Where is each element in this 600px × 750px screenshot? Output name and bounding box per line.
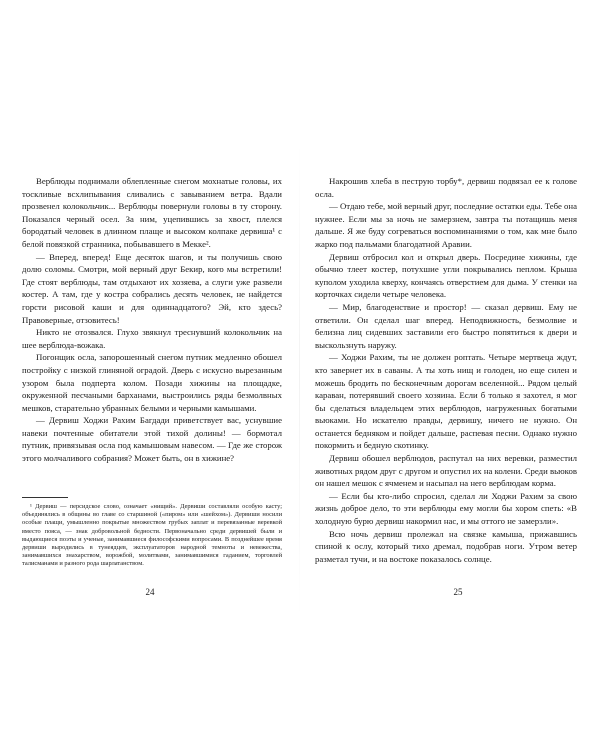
left-page-body xyxy=(22,175,282,465)
paragraph: — Дервиш Ходжи Рахим Багдади приветствует вас, уснувшие навеки почтенные обитатели этой тихой долины! — бормотал путник, привязывая осла под камышовым навесом. — Где же сторож этого молчаливого собрания? Может быть, он в хижине? xyxy=(22,415,282,464)
paragraph: — Мир, благоденствие и простор! — сказал дервиш. Ему не ответили. Он сделал шаг вперед. Неподвижность, безмолвие и белизна лиц сидевших заставили его быстро попятиться к двери и выскользнуть наружу. xyxy=(315,301,577,350)
page-number: 25 xyxy=(453,587,463,597)
paragraph: Всю ночь дервиш пролежал на связке камыша, прижавшись спиной к ослу, который тихо дремал, подобрав ноги. Утром ветер разметал тучи, и на востоке показалось солнце. xyxy=(315,528,577,564)
footnote: ¹ Дервиш — персидское слово, означает «нищий». Дервиши составляли особую касту; объединялись в общины во главе со старшиной («пиром» или «шейхом»). Дервиши носили особые плащи, умышленно покрытые множеством грубых заплат и перевязанные веревкой вместо пояса, — знак добровольной бедности. Первоначально среди дервишей были и выдающиеся поэты и ученые, занимавшиеся философскими вопросами. В позднейшее время дервиши выродились в тунеядцев, эксплуататоров народной темноты и невежества, занимавшихся знахарством, ворожбой, молитвами, занимавшимися гаданием, торговлей талисманами и разного рода шарлатанством. xyxy=(22,503,282,568)
right-page xyxy=(300,0,600,750)
page-number: 24 xyxy=(145,587,155,597)
paragraph: — Если бы кто-либо спросил, сделал ли Ходжи Рахим за свою жизнь доброе дело, то эти верблюды ему могли бы хором спеть: «В холодную бурю дервиш накормил нас, и мы оттого не замерзли». xyxy=(315,490,577,527)
paragraph: — Вперед, вперед! Еще десяток шагов, и ты получишь свою долю соломы. Смотри, мой верный друг Бекир, кого мы встретили! Где стоят верблюды, там отдыхают их хозяева, а слуги уже развели костер. А там, где у костра собрались десять человек, не найдется горсти рисовой каши и для одиннадцатого? Эй, кто здесь? Правоверные, отзовитесь! xyxy=(22,251,282,325)
paragraph: Дервиш отбросил кол и открыл дверь. Посредине хижины, где обычно тлеет костер, потухшие угли покрывались пеплом. Крыша куполом уходила кверху, кончаясь отверстием для дыма. У стенки на корточках сидели четыре человека. xyxy=(315,251,577,300)
paragraph: Накрошив хлеба в пеструю торбу*, дервиш подвязал ее к голове осла. xyxy=(315,176,577,199)
right-page-body xyxy=(315,175,577,565)
paragraph: Никто не отозвался. Глухо звякнул треснувший колокольчик на шее верблюда-вожака. xyxy=(22,327,282,350)
footnote-divider xyxy=(22,497,68,498)
paragraph: — Ходжи Рахим, ты не должен роптать. Четыре мертвеца ждут, кто завернет их в саваны. А ты хоть нищ и голоден, но еще силен и можешь бродить по бесконечным дорогам вселенной... Рядом целый караван, потерявший своего хозяина. Если б только я захотел, я мог бы сделаться владельцем этих верблюдов, нагруженных богатыми вьюками. Но искателю правды, дервишу, ничего не нужно. Он останется бедняком и пойдет дальше, распевая песни. Однако нужно покормить и бедную скотинку. xyxy=(315,352,577,451)
paragraph: Погонщик осла, запорошенный снегом путник медленно обошел постройку с низкой глиняной оградой. Дверь с искусно вырезанным узором была подперта колом. Позади хижины на площадке, окруженной песчаными барханами, выстроились ряды безмолвных мешков, старательно убранных белыми и черными камышами. xyxy=(22,352,282,413)
paragraph: Дервиш обошел верблюдов, распутал на них веревки, разместил животных рядом друг с другом и опустил их на колени. Среди вьюков он нашел мешок с ячменем и насыпал на него верблюдам корма. xyxy=(315,453,577,489)
paragraph: Верблюды поднимали облепленные снегом мохнатые головы, их тоскливые всхлипывания сливались с завыванием ветра. Вдали прозвенел колокольчик... Верблюды повернули головы в ту сторону. Показался черный осел. За ним, уцепившись за хвост, плелся бородатый человек в длинном плаще и высоком колпаке дервиша¹ с белой повязкой странника, побывавшего в Мекке². xyxy=(22,176,282,249)
paragraph: — Отдаю тебе, мой верный друг, последние остатки еды. Тебе она нужнее. Если мы за ночь не замерзнем, завтра ты потащишь меня дальше. Я же буду согреваться воспоминаниями о том, как мне было жарко под пальмами благодатной Аравии. xyxy=(315,201,577,249)
